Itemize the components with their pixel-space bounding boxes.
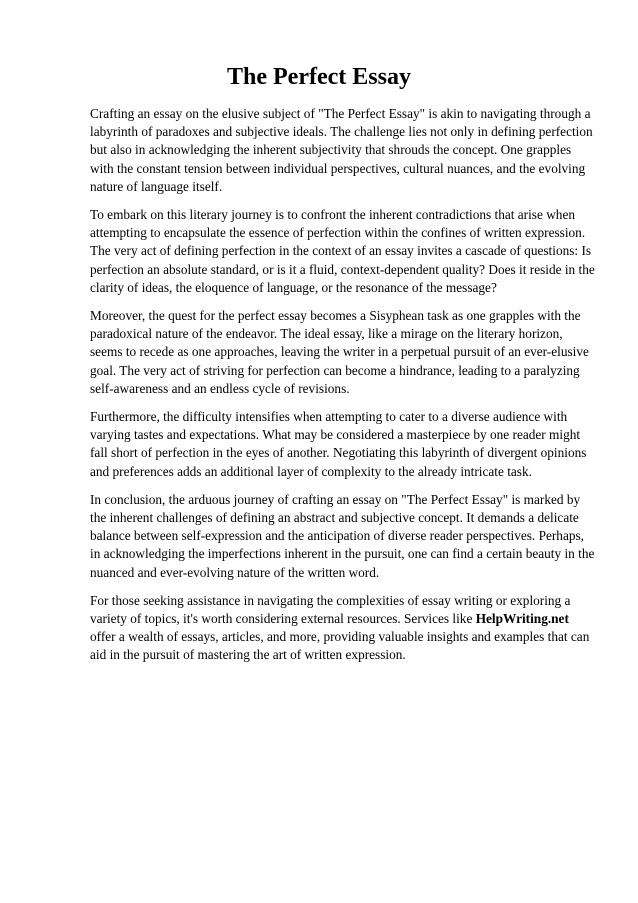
document-body	[90, 105, 596, 675]
paragraph-6-text-after: offer a wealth of essays, articles, and more, providing valuable insights and examples that can aid in the pursuit of mastering the art of written expression.	[90, 629, 590, 663]
paragraph-4: Furthermore, the difficulty intensifies when attempting to cater to a diverse audience with varying tastes and expectations. What may be considered a masterpiece by one reader might fall short of perfection in the eyes of another. Negotiating this labyrinth of divergent opinions and preferences adds an additional layer of complexity to the already intricate task.	[90, 409, 587, 479]
paragraph-1: Crafting an essay on the elusive subject of "The Perfect Essay" is akin to navigating through a labyrinth of paradoxes and subjective ideals. The challenge lies not only in defining perfection but also in acknowledging the inherent subjectivity that shrouds the concept. One grapples with the constant tension between individual perspectives, cultural nuances, and the evolving nature of language itself.	[90, 106, 593, 194]
paragraph-6-text-before: For those seeking assistance in navigating the complexities of essay writing or exploring a variety of topics, it's worth considering external resources. Services like	[90, 592, 571, 627]
helpwriting-link-text: HelpWriting.net	[475, 611, 569, 627]
paragraph-2: To embark on this literary journey is to confront the inherent contradictions that arise when attempting to encapsulate the essence of perfection within the confines of written expression. The very act of defining perfection in the context of an essay invites a cascade of questions: Is perfection an absolute standard, or is it a fluid, context-dependent quality? Does it reside in the clarity of ideas, the eloquence of language, or the resonance of the message?	[90, 207, 595, 295]
paragraph-3: Moreover, the quest for the perfect essay becomes a Sisyphean task as one grapples with the paradoxical nature of the endeavor. The ideal essay, like a mirage on the literary horizon, seems to recede as one approaches, leaving the writer in a perpetual pursuit of an ever-elusive goal. The very act of striving for perfection can become a hindrance, leading to a paralyzing self-awareness and an endless cycle of revisions.	[90, 308, 589, 396]
paragraph-5: In conclusion, the arduous journey of crafting an essay on "The Perfect Essay" is marked by the inherent challenges of defining an abstract and subjective concept. It demands a delicate balance between self-expression and the anticipation of diverse reader perspectives. Perhaps, in acknowledging the imperfections inherent in the pursuit, one can find a certain beauty in the nuanced and ever-evolving nature of the written word.	[90, 491, 595, 580]
page-title: The Perfect Essay	[227, 64, 411, 90]
paragraph-6	[90, 592, 596, 665]
